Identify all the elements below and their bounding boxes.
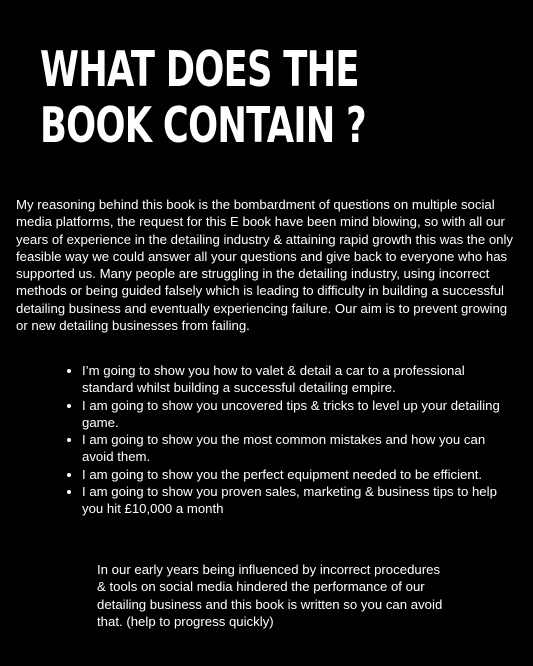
list-item: • I am going to show you the most common mistakes and how you can avoid them. [82, 431, 502, 466]
list-item: • I am going to show you proven sales, marketing & business tips to help you hit £10,000 a month [82, 483, 502, 518]
list-item: • I’m going to show you how to valet & detail a car to a professional standard whilst building a successful detailing empire. [82, 362, 502, 397]
intro-paragraph: My reasoning behind this book is the bombardment of questions on multiple social media platforms, the request for this E book have been mind blowing, so with all our years of experience in the detailing industry & attaining rapid growth this was the only feasible way we could answer all your questions and give back to everyone who has supported us. Many people are struggling in the detailing industry, using incorrect methods or being guided falsely which is leading to difficulty in building a successful detailing business and eventually experiencing failure. Our aim is to prevent growing or new detailing businesses from failing. [16, 197, 514, 334]
page-title [40, 42, 366, 154]
list-item: • I am going to show you the perfect equipment needed to be efficient. [82, 466, 502, 483]
outro-paragraph: In our early years being influenced by incorrect procedures & tools on social media hindered the performance of our detailing business and this book is written so you can avoid that. (help to progress quickly) [97, 562, 443, 629]
list-item: • I am going to show you uncovered tips & tricks to level up your detailing game. [82, 397, 502, 432]
title-line-1: WHAT DOES THE [40, 41, 359, 98]
title-line-2: BOOK CONTAIN ? [40, 97, 366, 154]
bullet-list [64, 362, 502, 518]
